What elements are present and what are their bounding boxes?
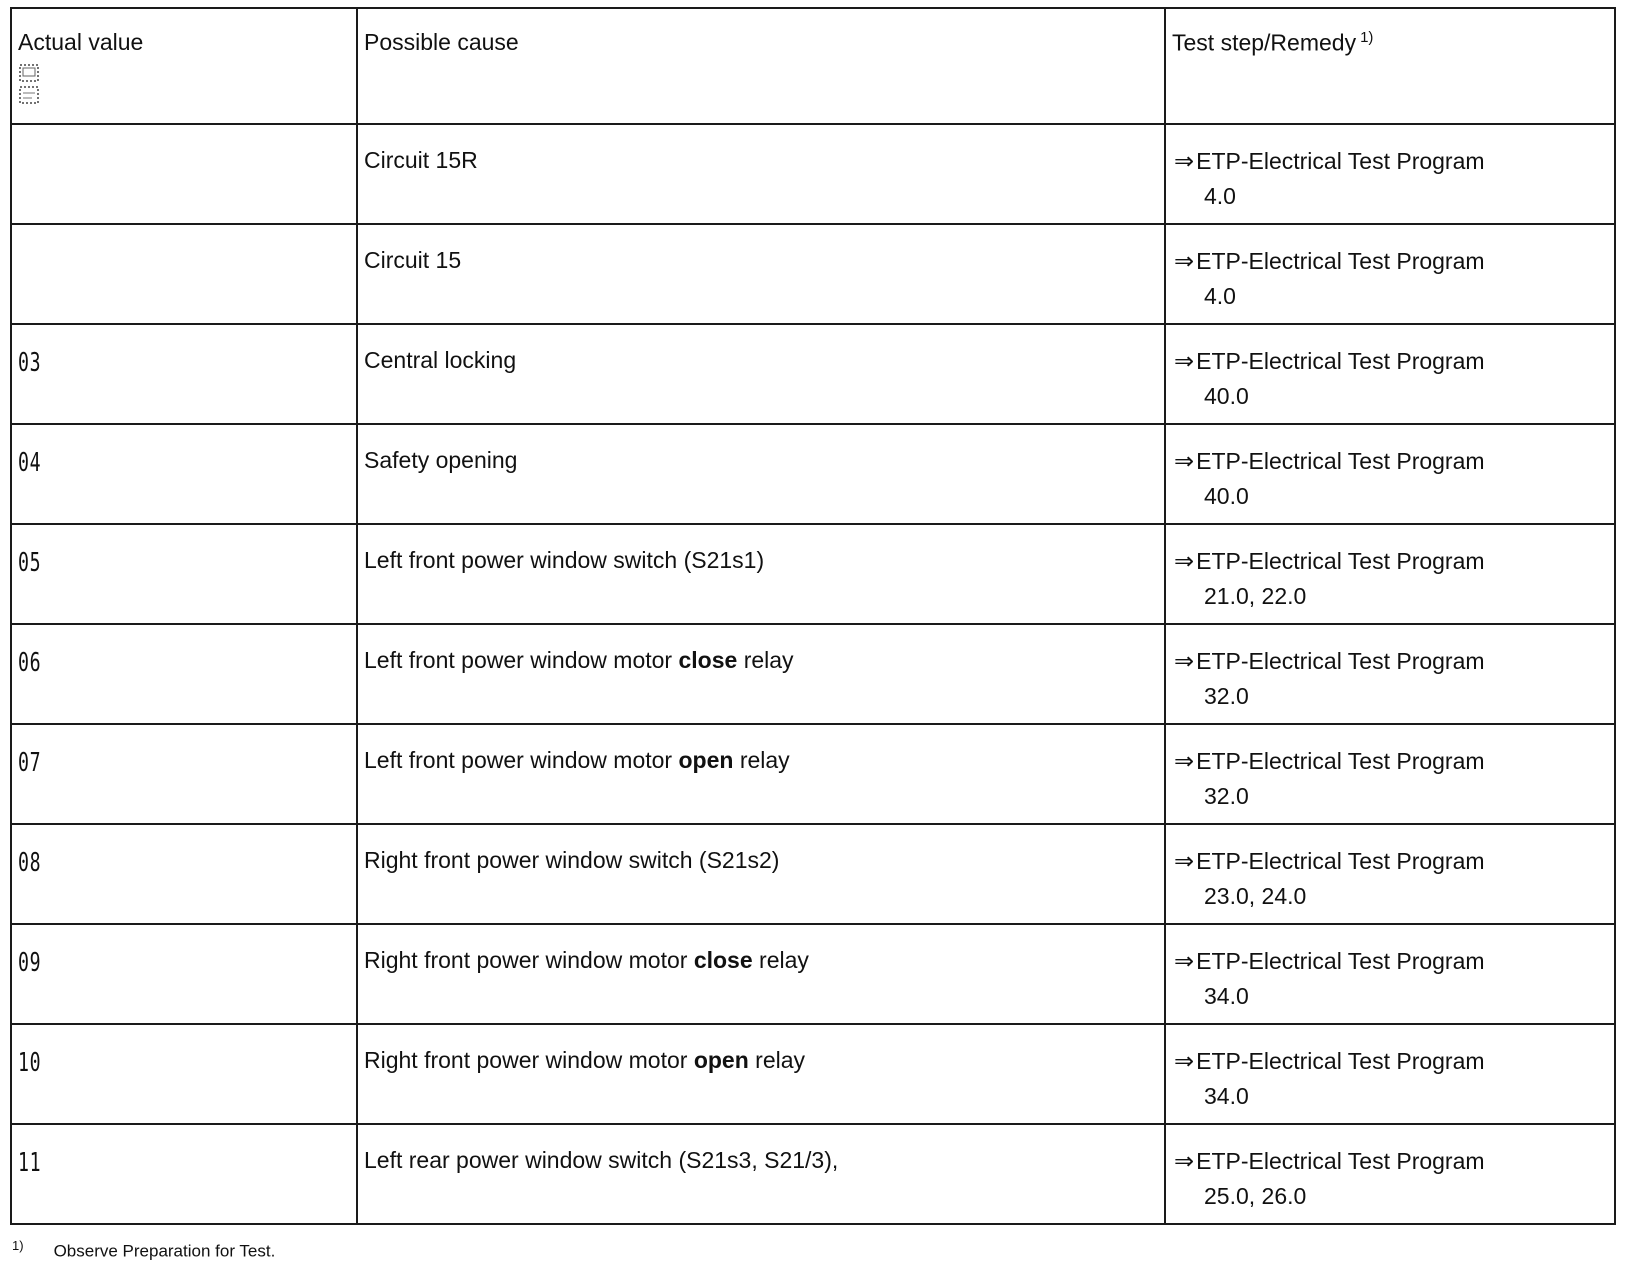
cause-text-suffix: relay [748, 1047, 806, 1073]
remedy-reference-link[interactable]: ETP-Electrical Test Program [1196, 1148, 1485, 1174]
remedy-test-step-number: 32.0 [1204, 782, 1249, 809]
diagnostic-table-sheet [10, 7, 1614, 1225]
actual-value-cell [11, 1024, 357, 1124]
table-row [11, 624, 1615, 724]
actual-value-cell [11, 924, 357, 1024]
actual-value-cell [11, 824, 357, 924]
table-row [11, 224, 1615, 324]
cause-text: Left front power window switch (S21s1) [364, 547, 765, 573]
remedy-reference-link[interactable]: ETP-Electrical Test Program [1196, 348, 1485, 374]
actual-value-code: 06 [18, 648, 42, 678]
table-row [11, 1024, 1615, 1124]
possible-cause-cell [357, 924, 1165, 1024]
cause-text-suffix: relay [737, 647, 794, 673]
possible-cause-cell [357, 324, 1165, 424]
double-arrow-icon: ⇒ [1174, 648, 1195, 675]
table-header-row [11, 8, 1615, 124]
cause-emphasis: open [678, 747, 734, 773]
actual-value-cell [11, 424, 357, 524]
possible-cause-cell [357, 724, 1165, 824]
cause-text: Right front power window switch (S21s2) [364, 847, 780, 873]
cause-text: Right front power window motor [364, 947, 694, 973]
remedy-reference-link[interactable]: ETP-Electrical Test Program [1196, 948, 1485, 974]
actual-value-cell [11, 524, 357, 624]
actual-value-cell [11, 124, 357, 224]
double-arrow-icon: ⇒ [1174, 348, 1195, 375]
possible-cause-cell [357, 1024, 1165, 1124]
actual-value-cell [11, 1124, 357, 1224]
cause-emphasis: close [693, 947, 753, 973]
remedy-test-step-number: 21.0, 22.0 [1204, 582, 1307, 609]
cause-text: Circuit 15 [364, 247, 462, 273]
actual-value-code: 03 [18, 348, 42, 378]
double-arrow-icon: ⇒ [1174, 948, 1195, 975]
multimeter-icon [18, 63, 42, 107]
possible-cause-cell [357, 624, 1165, 724]
remedy-reference-link[interactable]: ETP-Electrical Test Program [1196, 148, 1485, 174]
table-row [11, 524, 1615, 624]
table-row [11, 724, 1615, 824]
header-footnote-mark: 1) [1360, 29, 1374, 46]
possible-cause-cell [357, 424, 1165, 524]
possible-cause-cell [357, 224, 1165, 324]
remedy-cell [1165, 824, 1615, 924]
actual-value-code: 08 [18, 848, 42, 878]
remedy-cell [1165, 924, 1615, 1024]
header-possible-cause-label: Possible cause [364, 29, 519, 55]
table-row [11, 824, 1615, 924]
possible-cause-cell [357, 524, 1165, 624]
table-row [11, 124, 1615, 224]
header-actual-value-label: Actual value [18, 29, 144, 55]
remedy-reference-link[interactable]: ETP-Electrical Test Program [1196, 448, 1485, 474]
diagnostic-table [10, 7, 1616, 1225]
double-arrow-icon: ⇒ [1174, 448, 1195, 475]
remedy-reference-link[interactable]: ETP-Electrical Test Program [1196, 248, 1485, 274]
table-row [11, 424, 1615, 524]
cause-emphasis: open [693, 1047, 749, 1073]
header-test-step [1165, 8, 1615, 124]
actual-value-code: 11 [18, 1148, 42, 1178]
table-row [11, 924, 1615, 1024]
remedy-test-step-number: 34.0 [1204, 982, 1249, 1009]
cause-text: Central locking [364, 347, 517, 373]
actual-value-cell [11, 624, 357, 724]
actual-value-cell [11, 324, 357, 424]
actual-value-cell [11, 224, 357, 324]
cause-text: Safety opening [364, 447, 518, 473]
remedy-cell [1165, 524, 1615, 624]
footnote [12, 1238, 275, 1262]
double-arrow-icon: ⇒ [1174, 548, 1195, 575]
actual-value-code: 10 [18, 1048, 42, 1078]
header-possible-cause [357, 8, 1165, 124]
header-actual-value [11, 8, 357, 124]
remedy-cell [1165, 224, 1615, 324]
double-arrow-icon: ⇒ [1174, 748, 1195, 775]
remedy-reference-link[interactable]: ETP-Electrical Test Program [1196, 748, 1485, 774]
cause-text: Right front power window motor [364, 1047, 694, 1073]
remedy-cell [1165, 424, 1615, 524]
double-arrow-icon: ⇒ [1174, 148, 1195, 175]
remedy-cell [1165, 624, 1615, 724]
actual-value-code: 09 [18, 948, 42, 978]
actual-value-code: 04 [18, 448, 42, 478]
remedy-test-step-number: 40.0 [1204, 482, 1249, 509]
remedy-cell [1165, 124, 1615, 224]
remedy-reference-link[interactable]: ETP-Electrical Test Program [1196, 1048, 1485, 1074]
footnote-mark: 1) [12, 1238, 24, 1253]
table-row [11, 1124, 1615, 1224]
cause-text: Left front power window motor [364, 647, 679, 673]
remedy-reference-link[interactable]: ETP-Electrical Test Program [1196, 848, 1485, 874]
possible-cause-cell [357, 124, 1165, 224]
double-arrow-icon: ⇒ [1174, 248, 1195, 275]
remedy-test-step-number: 40.0 [1204, 382, 1249, 409]
remedy-test-step-number: 4.0 [1204, 182, 1236, 209]
double-arrow-icon: ⇒ [1174, 1048, 1195, 1075]
remedy-reference-link[interactable]: ETP-Electrical Test Program [1196, 548, 1485, 574]
possible-cause-cell [357, 1124, 1165, 1224]
remedy-cell [1165, 1024, 1615, 1124]
remedy-test-step-number: 34.0 [1204, 1082, 1249, 1109]
actual-value-cell [11, 724, 357, 824]
possible-cause-cell [357, 824, 1165, 924]
actual-value-code: 07 [18, 748, 42, 778]
table-row [11, 324, 1615, 424]
remedy-reference-link[interactable]: ETP-Electrical Test Program [1196, 648, 1485, 674]
cause-emphasis: close [678, 647, 738, 673]
cause-text: Left rear power window switch (S21s3, S21/3), [364, 1147, 839, 1173]
remedy-test-step-number: 25.0, 26.0 [1204, 1182, 1307, 1209]
actual-value-code: 05 [18, 548, 42, 578]
cause-text: Left front power window motor [364, 747, 679, 773]
header-test-step-label: Test step/Remedy [1172, 29, 1357, 56]
footnote-text: Observe Preparation for Test. [53, 1241, 276, 1261]
double-arrow-icon: ⇒ [1174, 1148, 1195, 1175]
cause-text-suffix: relay [752, 947, 809, 973]
remedy-test-step-number: 32.0 [1204, 682, 1249, 709]
double-arrow-icon: ⇒ [1174, 848, 1195, 875]
remedy-cell [1165, 324, 1615, 424]
cause-text-suffix: relay [733, 747, 790, 773]
remedy-cell [1165, 1124, 1615, 1224]
remedy-test-step-number: 4.0 [1204, 282, 1236, 309]
remedy-cell [1165, 724, 1615, 824]
remedy-test-step-number: 23.0, 24.0 [1204, 882, 1307, 909]
cause-text: Circuit 15R [364, 147, 478, 173]
